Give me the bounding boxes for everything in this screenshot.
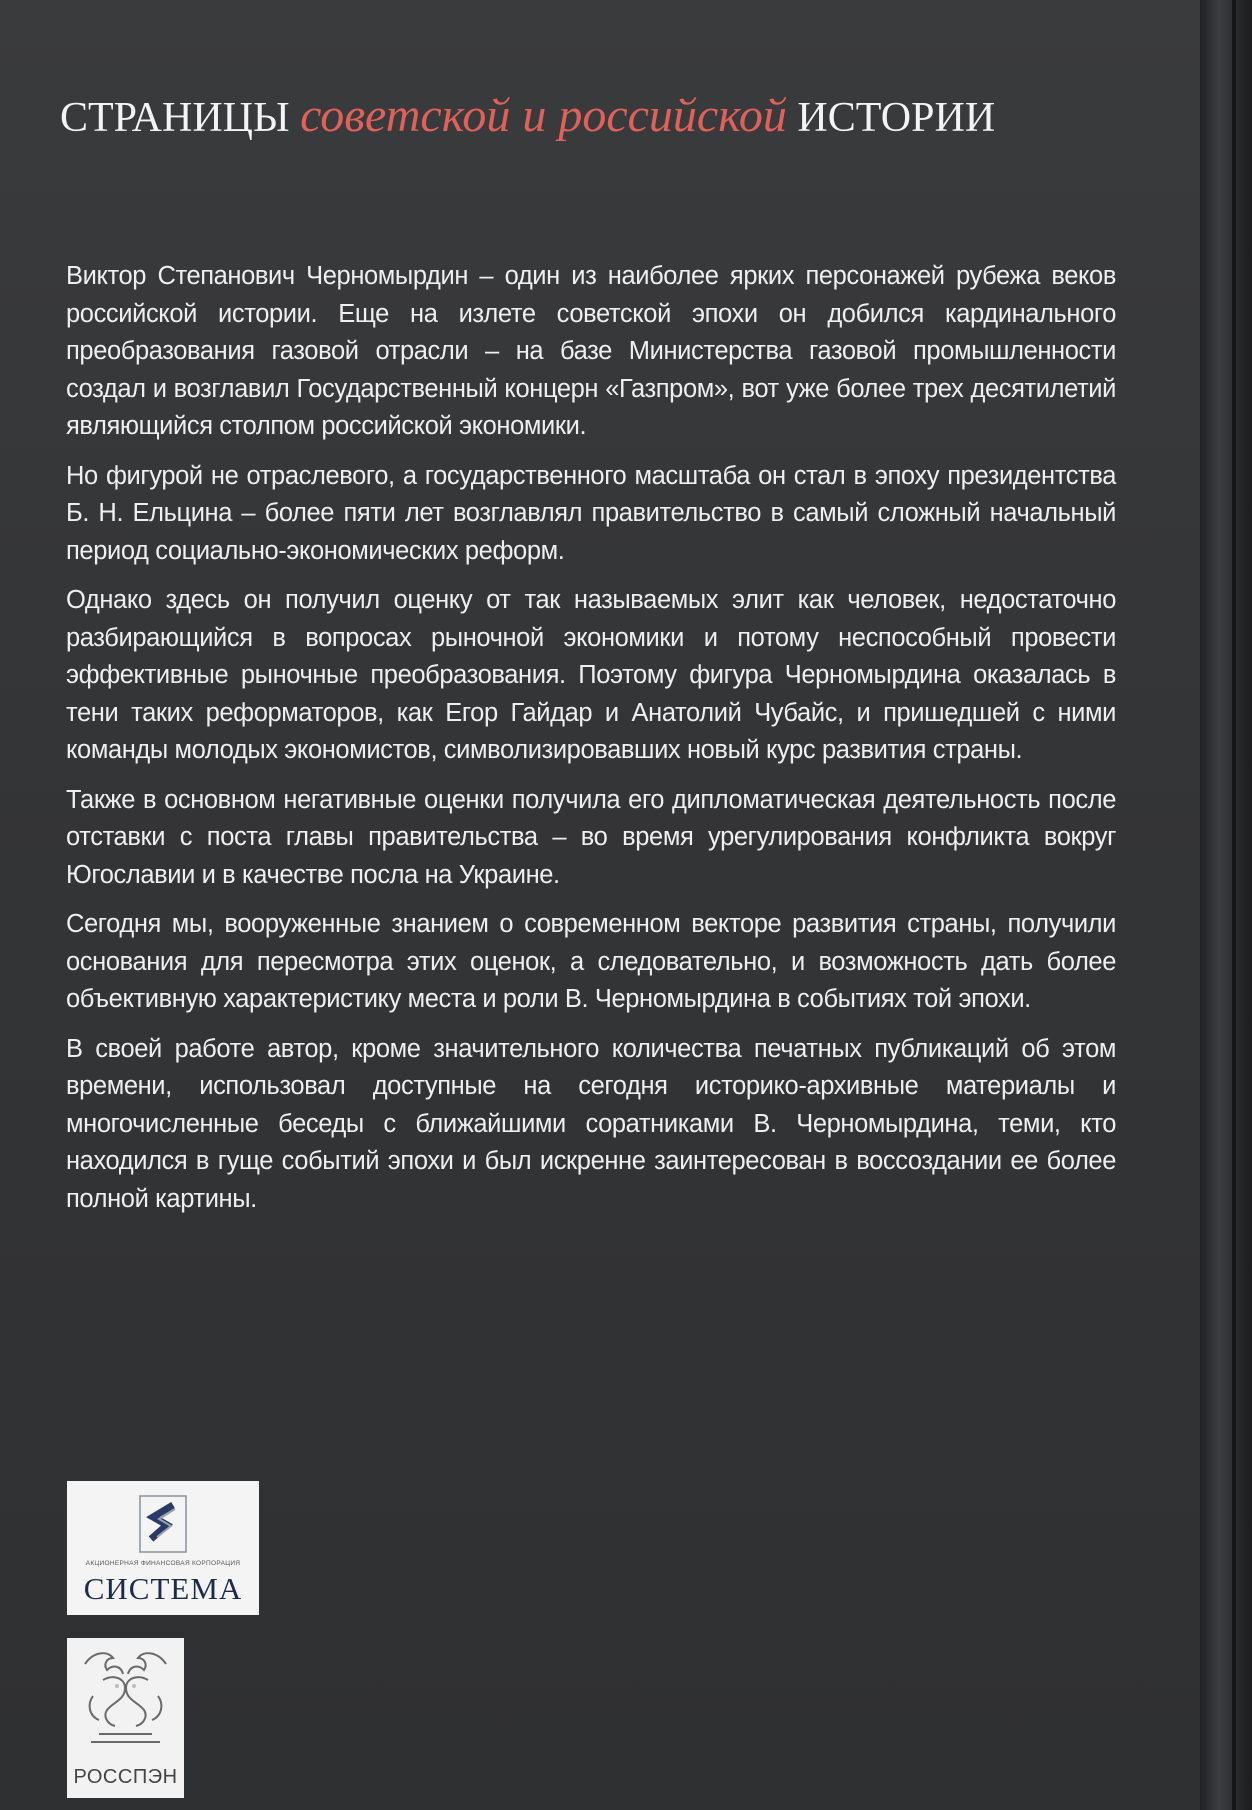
series-title-highlight: советской и российской [300,89,787,142]
spine-edge [1232,0,1236,1810]
paragraph: В своей работе автор, кроме значительного количества печатных публикаций об этом времени, использовал доступные на сегодня историко-архивные материалы и многочисленные беседы с ближайшими соратниками В. Черномырдина, теми, кто находился в гуще событий эпохи и был искренне заинтересован в воссоздании ее более полной картины. [66,1034,1116,1213]
griffin-emblem-icon [73,1644,178,1752]
series-title-suffix: ИСТОРИИ [797,95,996,141]
rosspen-name: РОССПЭН [73,1766,178,1788]
sistema-subtitle: АКЦИОНЕРНАЯ ФИНАНСОВАЯ КОРПОРАЦИЯ [85,1560,241,1567]
series-title-prefix: СТРАНИЦЫ [60,95,290,141]
book-spine [1200,0,1252,1810]
sistema-s-logo-icon [139,1495,187,1553]
sistema-logo [67,1481,259,1615]
rosspen-logo [67,1638,184,1798]
annotation-text [66,258,1116,1230]
paragraph: Виктор Степанович Черномырдин – один из наиболее ярких персонажей рубежа веков российской истории. Еще на излете советской эпохи он добился кардинального преобразования газовой отрасли – на базе Министерства газовой промышленности создал и возглавил Государственный концерн «Газпром», вот уже более трех десятилетий являющийся столпом российской экономики. [66,262,1116,440]
series-title [60,88,1140,143]
paragraph: Однако здесь он получил оценку от так называемых элит как человек, недостаточно разбирающийся в вопросах рыночной экономики и потому неспособный провести эффективные рыночные преобразования. Поэтому фигура Черномырдина оказалась в тени таких реформаторов, как Егор Гайдар и Анатолий Чубайс, и пришедшей с ними команды молодых экономистов, символизировавших новый курс развития страны. [66,586,1116,764]
sistema-name: СИСТЕМА [83,1571,243,1606]
paragraph: Но фигурой не отраслевого, а государственного масштаба он стал в эпоху президентства Б. Н. Ельцина – более пяти лет возглавлял правительство в самый сложный начальный период социально-экономических реформ. [66,461,1116,565]
paragraph: Также в основном негативные оценки получила его дипломатическая деятельность после отставки с поста главы правительства – во время урегулирования конфликта вокруг Югославии и в качестве посла на Украине. [66,785,1116,889]
paragraph: Сегодня мы, вооруженные знанием о современном векторе развития страны, получили основания для пересмотра этих оценок, а следовательно, и возможность дать более объективную характеристику места и роли В. Черномырдина в событиях той эпохи. [66,910,1116,1013]
